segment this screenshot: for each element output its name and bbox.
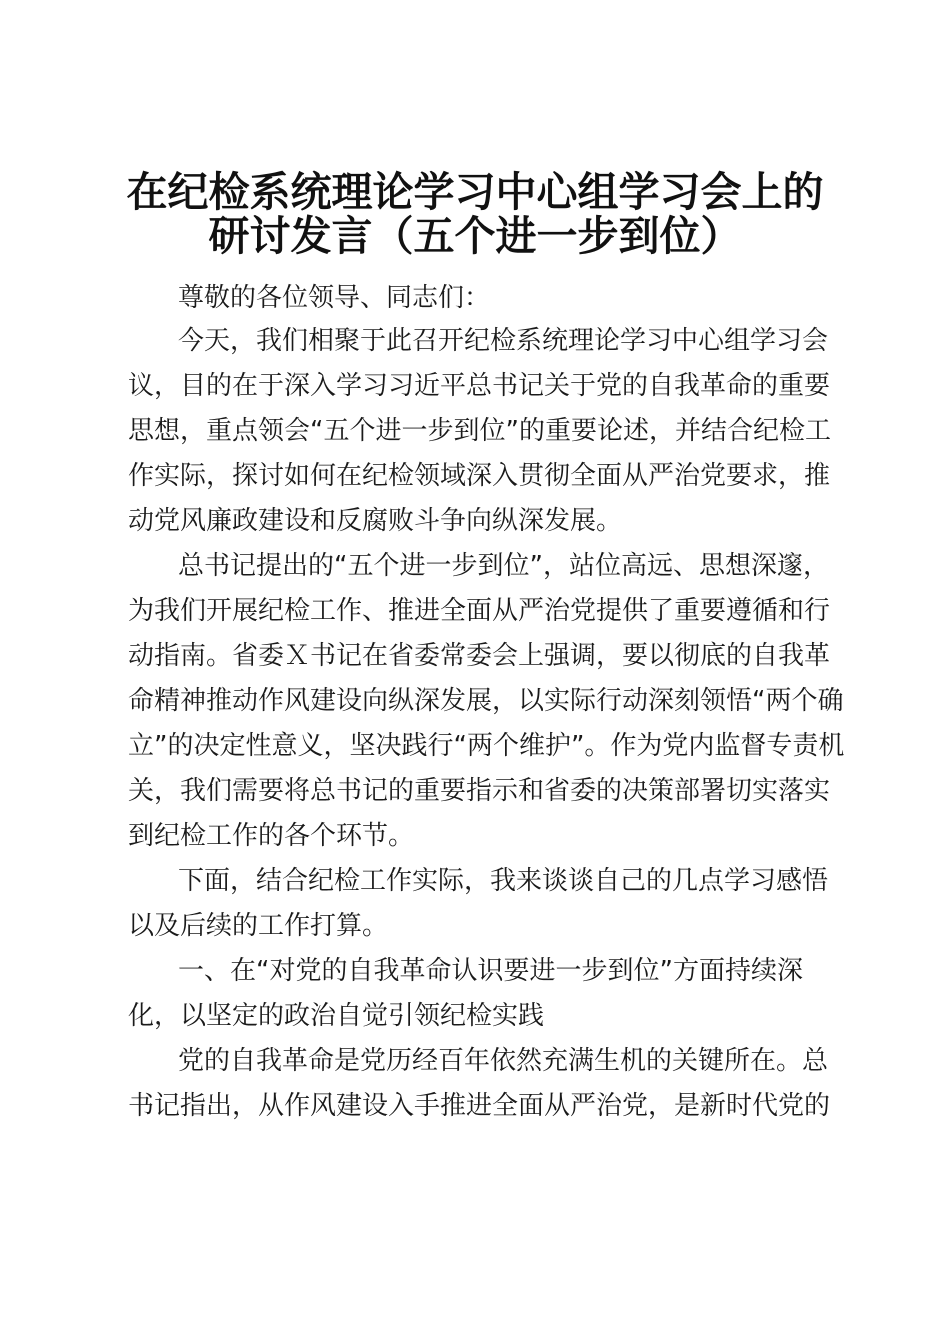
paragraph-line: 到纪检工作的各个环节。 bbox=[128, 821, 415, 851]
paragraph-line: 党的自我革命是党历经百年依然充满生机的关键所在。总 bbox=[178, 1046, 829, 1076]
paragraph-line: 今天，我们相聚于此召开纪检系统理论学习中心组学习会 bbox=[178, 326, 829, 356]
paragraph-line: 为我们开展纪检工作、推进全面从严治党提供了重要遵循和行 bbox=[128, 596, 831, 626]
document-title-line-1: 在纪检系统理论学习中心组学习会上的 bbox=[126, 168, 824, 216]
paragraph-line: 动党风廉政建设和反腐败斗争向纵深发展。 bbox=[128, 506, 623, 536]
salutation: 尊敬的各位领导、同志们： bbox=[178, 283, 491, 313]
paragraph-line: 下面，结合纪检工作实际，我来谈谈自己的几点学习感悟 bbox=[178, 866, 829, 896]
paragraph-line: 总书记提出的“五个进一步到位”，站位高远、思想深邃， bbox=[178, 551, 829, 581]
paragraph-line: 以及后续的工作打算。 bbox=[128, 911, 389, 941]
paragraph-line: 关，我们需要将总书记的重要指示和省委的决策部署切实落实 bbox=[128, 776, 831, 806]
paragraph-line: 命精神推动作风建设向纵深发展，以实际行动深刻领悟“两个确 bbox=[128, 686, 844, 716]
paragraph-line: 议，目的在于深入学习习近平总书记关于党的自我革命的重要 bbox=[128, 371, 831, 401]
paragraph-line: 书记指出，从作风建设入手推进全面从严治党，是新时代党的 bbox=[128, 1091, 831, 1121]
paragraph-line: 立”的决定性意义，坚决践行“两个维护”。作为党内监督专责机 bbox=[128, 731, 845, 761]
paragraph-line: 思想，重点领会“五个进一步到位”的重要论述，并结合纪检工 bbox=[128, 416, 831, 446]
section-heading-line: 化，以坚定的政治自觉引领纪检实践 bbox=[128, 1001, 545, 1031]
document-title-line-2: 研讨发言（五个进一步到位） bbox=[208, 212, 742, 260]
paragraph-line: 动指南。省委Ｘ书记在省委常委会上强调，要以彻底的自我革 bbox=[128, 641, 831, 671]
section-heading-line: 一、在“对党的自我革命认识要进一步到位”方面持续深 bbox=[178, 956, 803, 986]
paragraph-line: 作实际，探讨如何在纪检领域深入贯彻全面从严治党要求，推 bbox=[128, 461, 831, 491]
